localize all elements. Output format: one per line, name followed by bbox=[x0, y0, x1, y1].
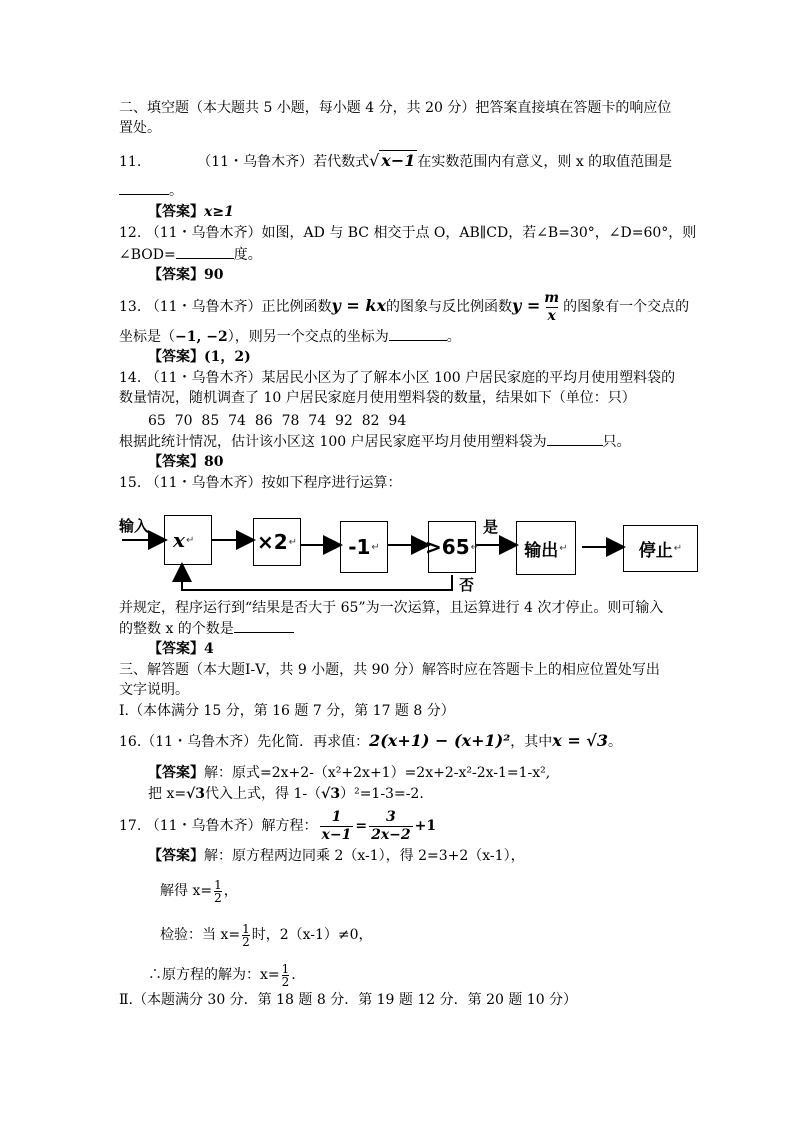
half-den: 2 bbox=[214, 890, 222, 905]
flow-box-minus1: -1 ↵ bbox=[340, 521, 388, 573]
q17-rhs-den: 2x−2 bbox=[371, 826, 411, 843]
flow-minus1: -1 bbox=[348, 535, 371, 559]
half-num: 1 bbox=[214, 877, 222, 892]
q16-xval: x = √3 bbox=[552, 731, 608, 750]
q17-pre: 17. （11・乌鲁木齐）解方程： bbox=[119, 818, 318, 834]
q15-line3 bbox=[119, 618, 294, 639]
q16-solution1 bbox=[148, 763, 550, 783]
q15-line2: 并规定，程序运行到“结果是否大于 65”为一次运算，且运算进行 4 次才停止。则可输入 bbox=[119, 600, 664, 616]
half-num: 1 bbox=[281, 961, 290, 976]
q11-end: 。 bbox=[169, 183, 183, 199]
answer-tag: 【答案】 bbox=[148, 765, 204, 781]
q12-answer-value: 90 bbox=[204, 267, 224, 283]
flow-box-output: 输出 ↵ bbox=[516, 521, 576, 575]
q17-sol3-pre: 检验：当 x= bbox=[160, 927, 241, 943]
q17-eq: = bbox=[355, 818, 368, 834]
q15-line1: 15. （11・乌鲁木齐）按如下程序进行运算： bbox=[119, 475, 402, 491]
q15-answer bbox=[148, 639, 214, 659]
q16-sol2-root2: √3 bbox=[321, 786, 341, 802]
q16-end: 。 bbox=[607, 734, 622, 750]
section3-part1: Ⅰ.（本体满分 15 分，第 16 题 7 分，第 17 题 8 分） bbox=[119, 703, 455, 719]
flow-stop: 停止 bbox=[638, 541, 673, 561]
q14-line2: 数量情况，随机调查了 10 户居民家庭月使用塑料袋的数量，结果如下（单位：只） bbox=[119, 390, 636, 406]
q11-line: 11. （11・乌鲁木齐）若代数式√ x−1 在实数范围内有意义，则 x 的取值范围是 bbox=[119, 151, 673, 170]
q17-sol2-end: ， bbox=[223, 883, 238, 899]
answer-tag: 【答案】 bbox=[148, 349, 204, 365]
q13-frac-den: x bbox=[547, 307, 556, 324]
q14-line1: 14. （11・乌鲁木齐）某居民小区为了了解本小区 100 户居民家庭的平均月使用塑料袋的 bbox=[119, 370, 676, 386]
q11-expr: x−1 bbox=[381, 151, 416, 170]
answer-tag: 【答案】 bbox=[148, 454, 204, 470]
q12-line1: 12. （11・乌鲁木齐）如图，AD 与 BC 相交于点 O，AB∥CD，若∠B=30°，∠D=60°，则 bbox=[119, 225, 697, 241]
part2-heading: Ⅱ.（本题满分 30 分．第 18 题 8 分．第 19 题 12 分．第 20 题 10 分） bbox=[119, 992, 578, 1008]
flow-box-stop: 停止 ↵ bbox=[623, 525, 698, 572]
q17-sol3-post: 时，2（x-1）≠0， bbox=[251, 927, 373, 943]
q17-solution3 bbox=[160, 920, 373, 950]
half-num: 1 bbox=[242, 921, 250, 936]
q14-data: 65 70 85 74 86 78 74 92 82 94 bbox=[148, 413, 407, 429]
q17-half-1 bbox=[214, 879, 222, 904]
q16-sol2-post: ）²=1-3=-2. bbox=[340, 786, 424, 802]
q15-line3-text: 的整数 x 的个数是 bbox=[119, 621, 234, 637]
q14-line4-pre: 根据此统计情况，估计该小区这 100 户居民家庭平均月使用塑料袋为 bbox=[119, 434, 547, 450]
q16-sol2-mid: 代入上式，得 1-（ bbox=[205, 786, 322, 802]
flow-yes-label: 是 bbox=[483, 518, 499, 536]
q13-post: 的图象有一个交点的 bbox=[563, 299, 690, 315]
q17-rhs-num: 3 bbox=[386, 808, 396, 825]
q11-source: （11・乌鲁木齐）若代数式 bbox=[197, 154, 370, 170]
flow-box-gt65: >65 ↵ bbox=[428, 521, 476, 573]
q16-sol2-pre: 把 x= bbox=[148, 786, 187, 802]
q13-line2-end: 。 bbox=[446, 329, 461, 345]
flow-gt65: >65 bbox=[425, 535, 470, 559]
q16-mid: ，其中 bbox=[510, 734, 553, 750]
flow-times2: ×2 bbox=[256, 530, 288, 554]
flow-output: 输出 bbox=[524, 540, 559, 561]
q17-line bbox=[119, 806, 436, 846]
q17-half-2 bbox=[242, 923, 250, 948]
q17-solution1 bbox=[148, 846, 525, 866]
q13-mid: 的图象与反比例函数 bbox=[386, 299, 512, 315]
section2-line1: 二、填空题（本大题共 5 小题，每小题 4 分，共 20 分）把答案直接填在答题卡的响应位 bbox=[119, 100, 672, 116]
q17-lhs-frac bbox=[320, 809, 354, 844]
q16-solution2 bbox=[148, 784, 424, 804]
answer-tag: 【答案】 bbox=[148, 848, 204, 864]
q12-line2-post: 度。 bbox=[233, 247, 262, 263]
flow-box-x: x ↵ bbox=[164, 515, 212, 565]
q13-y-eq: y = bbox=[512, 296, 541, 315]
q11-answer-value: x≥1 bbox=[204, 204, 234, 220]
answer-tag: 【答案】 bbox=[148, 204, 204, 220]
q17-lhs-den: x−1 bbox=[321, 826, 352, 843]
flow-box-times2: ×2 ↵ bbox=[253, 518, 301, 566]
q16-sol1: 解：原式=2x+2-（x²+2x+1）=2x+2-x²-2x-1=1-x², bbox=[204, 765, 551, 781]
q11-tail: 在实数范围内有意义，则 x 的取值范围是 bbox=[417, 154, 673, 170]
q15-answer-value: 4 bbox=[204, 641, 214, 657]
flow-input-label: 输入 bbox=[119, 517, 150, 535]
q14-line4-post: 只。 bbox=[602, 434, 631, 450]
q16-pre: 16.（11・乌鲁木齐）先化简．再求值： bbox=[119, 734, 370, 750]
q13-pre: 13. （11・乌鲁木齐）正比例函数 bbox=[119, 299, 332, 315]
flow-no-label: 否 bbox=[459, 576, 475, 594]
flow-x: x bbox=[173, 528, 185, 552]
q14-answer-value: 80 bbox=[204, 454, 224, 470]
q11-num: 11. bbox=[119, 154, 142, 170]
q17-solution2 bbox=[160, 876, 238, 906]
section3-line2: 文字说明。 bbox=[119, 682, 189, 698]
q13-answer-value: (1，2) bbox=[204, 349, 251, 365]
answer-tag: 【答案】 bbox=[148, 641, 204, 657]
q17-plus: +1 bbox=[414, 818, 437, 834]
half-den: 2 bbox=[281, 974, 290, 989]
section3-line1: 三、解答题（本大题Ⅰ-Ⅴ，共 9 小题，共 90 分）解答时应在答题卡上的相应位置处写出 bbox=[119, 662, 660, 678]
half-den: 2 bbox=[242, 934, 250, 949]
q13-frac-num: m bbox=[544, 289, 560, 306]
q17-rhs-frac bbox=[369, 809, 413, 844]
q13-line2-post: ），则另一个交点的坐标为 bbox=[227, 329, 389, 345]
section2-line2: 置处。 bbox=[119, 120, 161, 136]
q12-line2-pre: ∠BOD= bbox=[119, 247, 176, 263]
answer-tag: 【答案】 bbox=[148, 267, 204, 283]
arrow-loop-back bbox=[182, 566, 452, 590]
q16-expr: 2(x+1) − (x+1)² bbox=[369, 731, 511, 750]
q17-sol2: 解得 x= bbox=[160, 883, 213, 899]
q13-f1: y = kx bbox=[331, 296, 386, 315]
q17-sol4-end: . bbox=[291, 967, 296, 983]
q17-sol4-pre: ∴原方程的解为：x= bbox=[148, 967, 280, 983]
q13-point: −1, −2 bbox=[175, 329, 228, 345]
q13-line2-pre: 坐标是（ bbox=[119, 329, 175, 345]
q16-line bbox=[119, 731, 622, 752]
q17-lhs-num: 1 bbox=[331, 808, 342, 825]
q17-sol1: 解：原方程两边同乘 2（x-1），得 2=3+2（x-1）， bbox=[204, 848, 525, 864]
q17-solution4 bbox=[148, 960, 296, 990]
q16-sol2-root: √3 bbox=[186, 786, 206, 802]
q17-half-3 bbox=[282, 963, 290, 988]
q15-blank bbox=[234, 618, 294, 633]
